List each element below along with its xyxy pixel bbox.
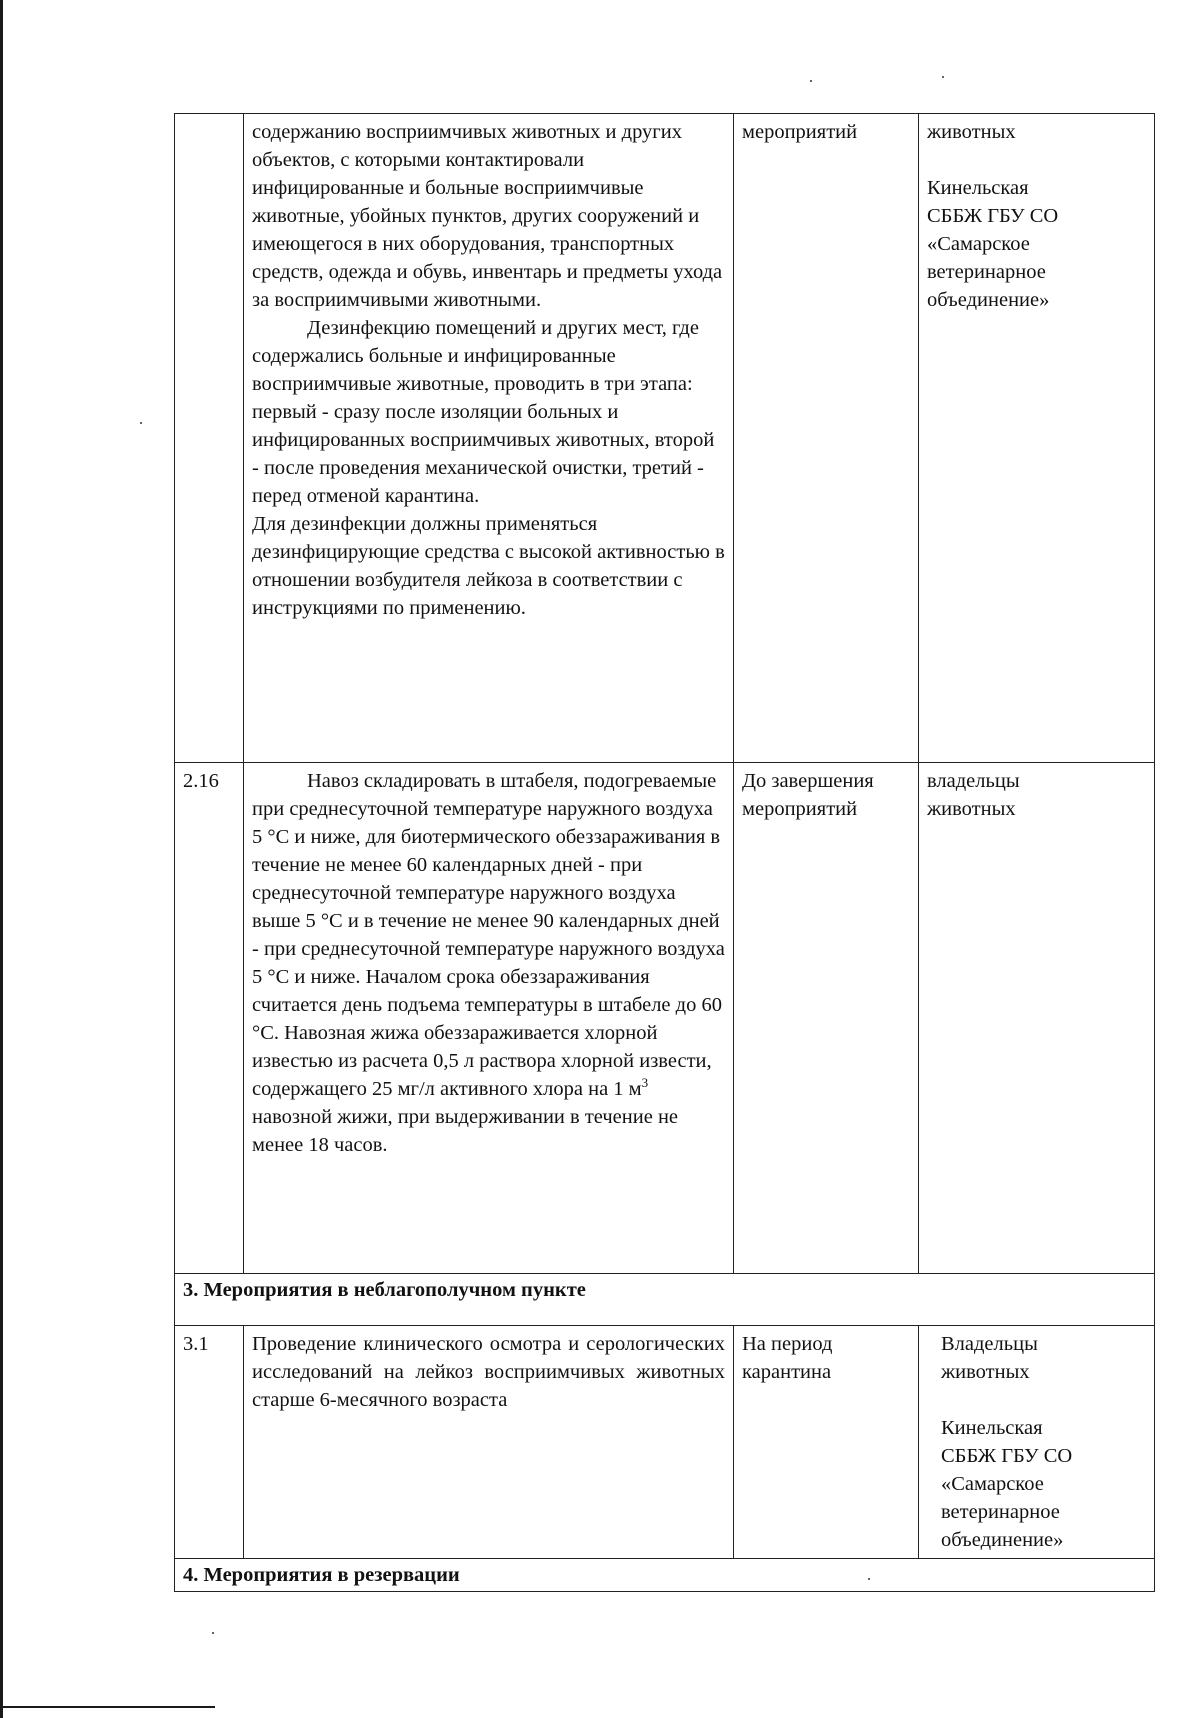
measure-paragraph xyxy=(252,767,725,1159)
table-row xyxy=(175,114,1155,763)
measure-text-tail: навозной жижи, при выдерживании в течение не менее 18 часов. xyxy=(252,1106,679,1156)
scan-speck xyxy=(140,422,142,424)
measures-table xyxy=(174,113,1155,1592)
responsible-line: животных xyxy=(927,798,1016,820)
scan-speck xyxy=(212,1632,214,1634)
responsible-line: Кинельская xyxy=(941,1417,1043,1439)
term-line: На период xyxy=(742,1333,833,1355)
responsible-line: СББЖ ГБУ СО xyxy=(927,205,1059,227)
row-number-cell xyxy=(175,114,244,763)
term-cell xyxy=(734,114,919,763)
superscript: 3 xyxy=(641,1075,649,1091)
table-row xyxy=(175,1326,1155,1559)
responsible-cell xyxy=(919,763,1155,1274)
scan-bottom-edge xyxy=(0,1706,215,1708)
measure-text: Навоз складировать в штабеля, подогреваемые при среднесуточной температуре наружного воздуха 5 °С и ниже, для биотермического обеззараживания в течение не менее 60 календарных дней - при среднесуточной температуре наружного воздуха выше 5 °С и в течение не менее 90 календарных дней - при среднесуточной температуре наружного воздуха 5 °С и ниже. Началом срока обеззараживания считается день подъема температуры в штабеле до 60 °С. Навозная жижа обеззараживается хлорной известью из расчета 0,5 л раствора хлорной извести, содержащего 25 мг/л активного хлора на 1 м xyxy=(252,770,725,1100)
row-number-cell xyxy=(175,1326,244,1559)
measure-text-cell xyxy=(244,763,734,1274)
responsible-line: животных xyxy=(941,1361,1030,1383)
responsible-cell xyxy=(919,114,1155,763)
measure-text-cell xyxy=(244,114,734,763)
section-header: 4. Мероприятия в резервации xyxy=(175,1559,1155,1592)
term-line: До завершения xyxy=(742,770,874,792)
row-number: 2.16 xyxy=(183,770,219,792)
term-text: мероприятий xyxy=(742,121,858,143)
measure-paragraph: Дезинфекцию помещений и других мест, где содержались больные и инфицированные восприимчивые животные, проводить в три этапа: первый - сразу после изоляции больных и инфицированных восприимчивых животных, второй - после проведения механической очистки, третий - перед отменой карантина. xyxy=(252,317,715,507)
measure-paragraph: Проведение клинического осмотра и серологических исследований на лейкоз восприимчивых животных старше 6-месячного возраста xyxy=(252,1333,725,1411)
responsible-line: объединение» xyxy=(941,1529,1064,1551)
responsible-line: Кинельская xyxy=(927,177,1029,199)
section-header-row xyxy=(175,1559,1155,1592)
scan-speck xyxy=(810,80,812,82)
scan-left-edge xyxy=(0,0,3,1718)
responsible-line: «Самарское xyxy=(941,1473,1044,1495)
responsible-line: объединение» xyxy=(927,289,1050,311)
responsible-line: животных xyxy=(927,121,1016,143)
spacer xyxy=(941,1386,1146,1414)
measure-paragraph: Для дезинфекции должны применяться дезинфицирующие средства с высокой активностью в отношении возбудителя лейкоза в соответствии с инструкциями по применению. xyxy=(252,513,725,619)
spacer xyxy=(927,146,1146,174)
table-row xyxy=(175,763,1155,1274)
section-header: 3. Мероприятия в неблагополучном пункте xyxy=(175,1274,1155,1326)
responsible-line: владельцы xyxy=(927,770,1020,792)
term-line: карантина xyxy=(742,1361,832,1383)
row-number-cell xyxy=(175,763,244,1274)
responsible-line: ветеринарное xyxy=(927,261,1046,283)
term-cell xyxy=(734,1326,919,1559)
responsible-line: СББЖ ГБУ СО xyxy=(941,1445,1073,1467)
term-line: мероприятий xyxy=(742,798,858,820)
term-cell xyxy=(734,763,919,1274)
responsible-line: Владельцы xyxy=(941,1333,1038,1355)
section-header-row xyxy=(175,1274,1155,1326)
scan-speck xyxy=(942,76,944,78)
responsible-line: ветеринарное xyxy=(941,1501,1060,1523)
responsible-cell xyxy=(919,1326,1155,1559)
measure-paragraph: содержанию восприимчивых животных и других объектов, с которыми контактировали инфицированные и больные восприимчивые животные, убойных пунктов, других сооружений и имеющегося в них оборудования, транспортных средств, одежда и обувь, инвентарь и предметы ухода за восприимчивыми животными. xyxy=(252,121,723,311)
row-number: 3.1 xyxy=(183,1333,209,1355)
responsible-line: «Самарское xyxy=(927,233,1030,255)
measure-text-cell xyxy=(244,1326,734,1559)
